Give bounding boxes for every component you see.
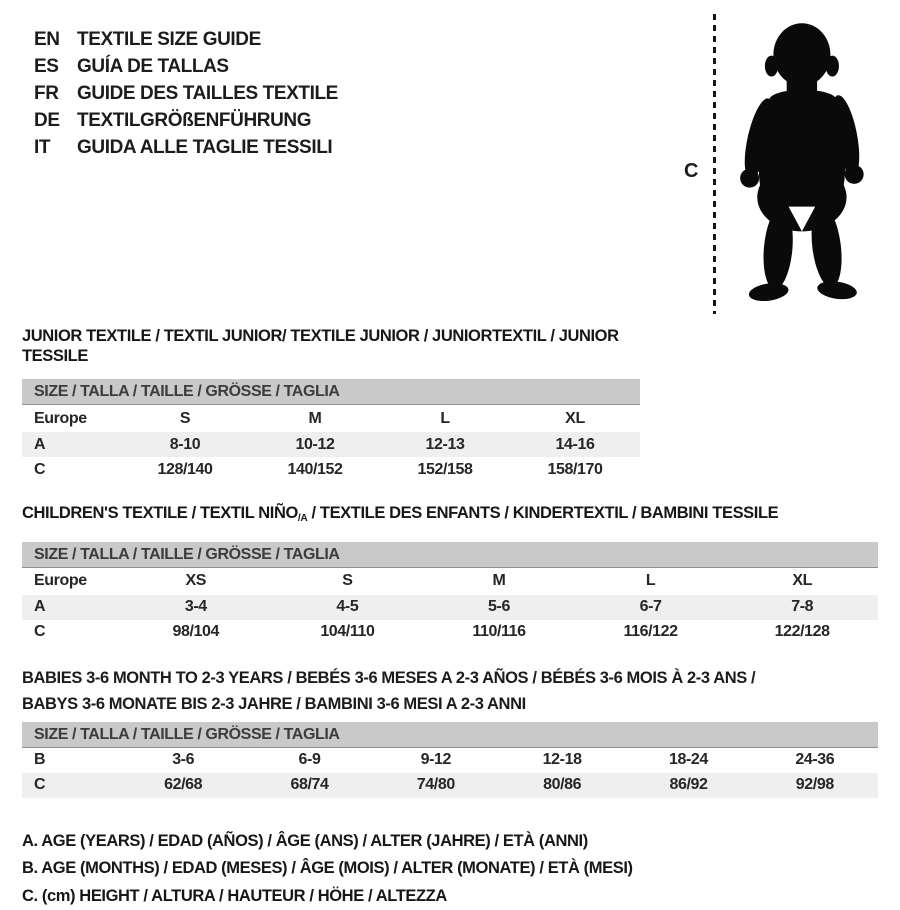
value-cell: 3-4 [184, 598, 207, 616]
language-list [22, 26, 442, 161]
baby-figure [680, 8, 885, 323]
babies-section-title [22, 665, 878, 717]
row-label: A [34, 435, 46, 453]
children-row-age [22, 595, 878, 620]
value-cell: 80/86 [543, 776, 582, 794]
value-cell: 7-8 [791, 598, 814, 616]
language-label: GUIDA ALLE TAGLIE TESSILI [77, 137, 333, 158]
value-cell: 10-12 [295, 435, 335, 453]
children-row-height [22, 620, 878, 645]
babies-row-months [22, 748, 878, 773]
junior-row-europe [22, 405, 640, 432]
children-row-europe [22, 568, 878, 595]
row-label: Europe [34, 572, 87, 590]
value-cell: 3-6 [172, 751, 195, 769]
language-row-es [22, 53, 442, 80]
size-cell: L [440, 409, 450, 427]
language-row-fr [22, 80, 442, 107]
language-row-en [22, 26, 442, 53]
value-cell: 8-10 [169, 435, 201, 453]
size-cell: XL [565, 409, 585, 427]
language-label: TEXTILE SIZE GUIDE [77, 29, 261, 50]
size-cell: S [342, 572, 353, 590]
value-cell: 5-6 [488, 598, 510, 616]
row-label: C [34, 623, 46, 641]
value-cell: 122/128 [774, 623, 830, 641]
value-cell: 24-36 [795, 751, 835, 769]
height-dotted-line [713, 14, 716, 314]
size-cell: XS [185, 572, 207, 590]
size-cell: L [645, 572, 656, 590]
junior-row-height [22, 457, 640, 482]
legend-line-b: B. AGE (MONTHS) / EDAD (MESES) / ÂGE (MOIS) / ALTER (MONATE) / ETÀ (MESI) [22, 859, 633, 878]
value-cell: 140/152 [287, 460, 343, 478]
row-label: C [34, 460, 46, 478]
value-cell: 4-5 [336, 598, 359, 616]
babies-row-height [22, 773, 878, 798]
baby-silhouette-icon [724, 8, 876, 316]
value-cell: 18-24 [669, 751, 708, 769]
language-code: IT [34, 137, 51, 158]
language-label: GUÍA DE TALLAS [77, 56, 229, 77]
language-row-it [22, 134, 442, 161]
language-label: TEXTILGRÖßENFÜHRUNG [77, 110, 312, 131]
value-cell: 86/92 [669, 776, 708, 794]
row-label: Europe [34, 409, 87, 427]
babies-title-line2: BABYS 3-6 MONATE BIS 2-3 JAHRE / BAMBINI 3-6 MESI A 2-3 ANNI [22, 694, 526, 713]
language-code: EN [34, 29, 60, 50]
value-cell: 110/116 [472, 623, 526, 641]
value-cell: 9-12 [420, 751, 452, 769]
children-title-suffix: / TEXTILE DES ENFANTS / KINDERTEXTIL / BAMBINI TESSILE [307, 504, 779, 522]
language-code: DE [34, 110, 60, 131]
language-row-de [22, 107, 442, 134]
row-label: A [34, 598, 46, 616]
value-cell: 104/110 [320, 623, 375, 641]
row-label: B [34, 751, 46, 769]
size-cell: XL [792, 572, 812, 590]
value-cell: 152/158 [417, 460, 473, 478]
size-cell: M [492, 572, 506, 590]
height-marker-label: C [684, 160, 699, 182]
value-cell: 158/170 [547, 460, 603, 478]
children-title-prefix: CHILDREN'S TEXTILE / TEXTIL NIÑO [22, 504, 298, 522]
value-cell: 74/80 [416, 776, 455, 794]
junior-table-size-header: SIZE / TALLA / TAILLE / GRÖSSE / TAGLIA [22, 379, 640, 405]
value-cell: 98/104 [172, 623, 220, 641]
value-cell: 6-9 [298, 751, 321, 769]
value-cell: 68/74 [290, 776, 329, 794]
value-cell: 92/98 [795, 776, 834, 794]
value-cell: 62/68 [164, 776, 203, 794]
legend [22, 828, 878, 910]
children-section-title [22, 503, 878, 529]
value-cell: 6-7 [639, 598, 662, 616]
size-cell: M [308, 409, 322, 427]
children-section [22, 503, 878, 645]
value-cell: 116/122 [623, 623, 678, 641]
value-cell: 12-18 [542, 751, 582, 769]
junior-row-age [22, 432, 640, 457]
legend-line-c: C. (cm) HEIGHT / ALTURA / HAUTEUR / HÖHE / ALTEZZA [22, 886, 447, 905]
row-label: C [34, 776, 46, 794]
babies-section [22, 665, 878, 798]
junior-section-title: JUNIOR TEXTILE / TEXTIL JUNIOR/ TEXTILE JUNIOR / JUNIORTEXTIL / JUNIOR TESSILE [22, 327, 619, 365]
junior-section [22, 326, 640, 482]
babies-table-size-header: SIZE / TALLA / TAILLE / GRÖSSE / TAGLIA [22, 722, 878, 748]
language-code: ES [34, 56, 59, 77]
babies-title-line1: BABIES 3-6 MONTH TO 2-3 YEARS / BEBÉS 3-6 MESES A 2-3 AÑOS / BÉBÉS 3-6 MOIS À 2-3 ANS / [22, 668, 756, 687]
language-label: GUIDE DES TAILLES TEXTILE [77, 83, 338, 104]
value-cell: 14-16 [555, 435, 595, 453]
value-cell: 12-13 [425, 435, 465, 453]
value-cell: 128/140 [157, 460, 213, 478]
language-code: FR [34, 83, 59, 104]
legend-line-a: A. AGE (YEARS) / EDAD (AÑOS) / ÂGE (ANS) / ALTER (JAHRE) / ETÀ (ANNI) [22, 831, 588, 850]
children-title-sub: /A [297, 512, 308, 524]
size-cell: S [179, 409, 191, 427]
children-table-size-header: SIZE / TALLA / TAILLE / GRÖSSE / TAGLIA [22, 542, 878, 568]
